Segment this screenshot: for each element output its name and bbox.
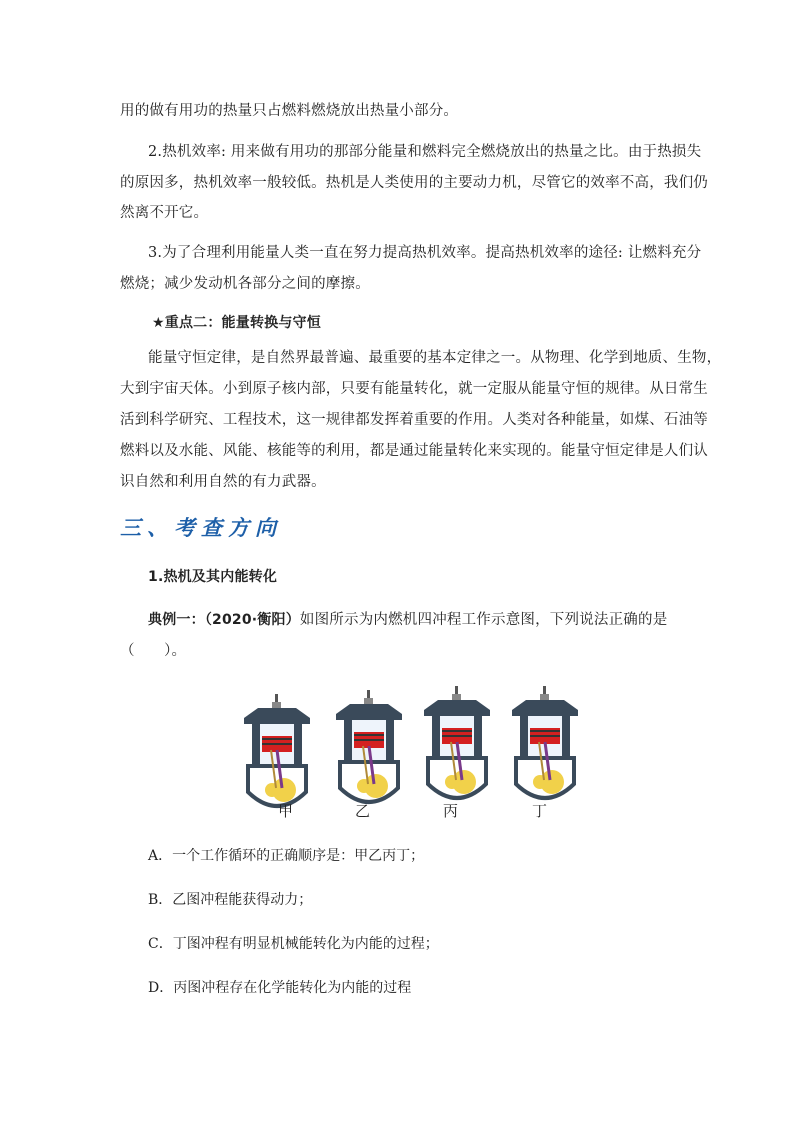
engine-diagram-jia — [244, 694, 310, 806]
paragraph-line: 能量守恒定律，是自然界最普遍、最重要的基本定律之一。从物理、化学到地质、生物， — [148, 350, 722, 366]
option-b: B．乙图冲程能获得动力； — [148, 892, 313, 908]
paragraph-line: 然离不开它。 — [120, 205, 209, 221]
section-title: 三、考查方向 — [120, 515, 282, 540]
figure-caption-bing: 丙 — [443, 802, 459, 820]
figure-caption-jia: 甲 — [278, 802, 294, 820]
paragraph-line: 3.为了合理利用能量人类一直在努力提高热机效率。提高热机效率的途径: 让燃料充分 — [148, 245, 702, 261]
paragraph-line: 大到宇宙天体。小到原子核内部，只要有能量转化，就一定服从能量守恒的规律。从日常生 — [120, 381, 708, 397]
option-d: D．丙图冲程存在化学能转化为内能的过程 — [148, 980, 412, 996]
example-blank: （ ）。 — [120, 643, 187, 659]
key-point-heading: ★重点二：能量转换与守恒 — [152, 315, 321, 331]
figure-caption-yi: 乙 — [355, 802, 371, 820]
engine-diagram-ding — [512, 686, 578, 798]
example-stem — [148, 610, 667, 630]
sub-heading: 1.热机及其内能转化 — [148, 569, 278, 585]
example-question: 如图所示为内燃机四冲程工作示意图，下列说法正确的是 — [299, 612, 668, 628]
paragraph-line: 燃料以及水能、风能、核能等的利用，都是通过能量转化来实现的。能量守恒定律是人们认 — [120, 443, 708, 459]
option-c: C．丁图冲程有明显机械能转化为内能的过程； — [148, 936, 439, 952]
engine-diagram-yi — [336, 690, 402, 802]
paragraph-line: 2.热机效率: 用来做有用功的那部分能量和燃料完全燃烧放出的热量之比。由于热损失 — [148, 144, 702, 160]
figure-caption-ding: 丁 — [532, 802, 548, 820]
paragraph-line: 识自然和利用自然的有力武器。 — [120, 474, 326, 490]
paragraph-line: 的原因多，热机效率一般较低。热机是人类使用的主要动力机，尽管它的效率不高，我们仍 — [120, 175, 708, 191]
engine-diagram-bing — [424, 686, 490, 798]
paragraph-line: 燃烧；减少发动机各部分之间的摩擦。 — [120, 276, 370, 292]
example-source: （2020·衡阳） — [204, 612, 300, 628]
example-label: 典例一： — [148, 612, 205, 628]
paragraph-line: 用的做有用功的热量只占燃料燃烧放出热量小部分。 — [120, 103, 459, 119]
paragraph-line: 活到科学研究、工程技术，这一规律都发挥着重要的作用。人类对各种能量，如煤、石油等 — [120, 412, 708, 428]
option-a: A．一个工作循环的正确顺序是：甲乙丙丁； — [148, 848, 425, 864]
